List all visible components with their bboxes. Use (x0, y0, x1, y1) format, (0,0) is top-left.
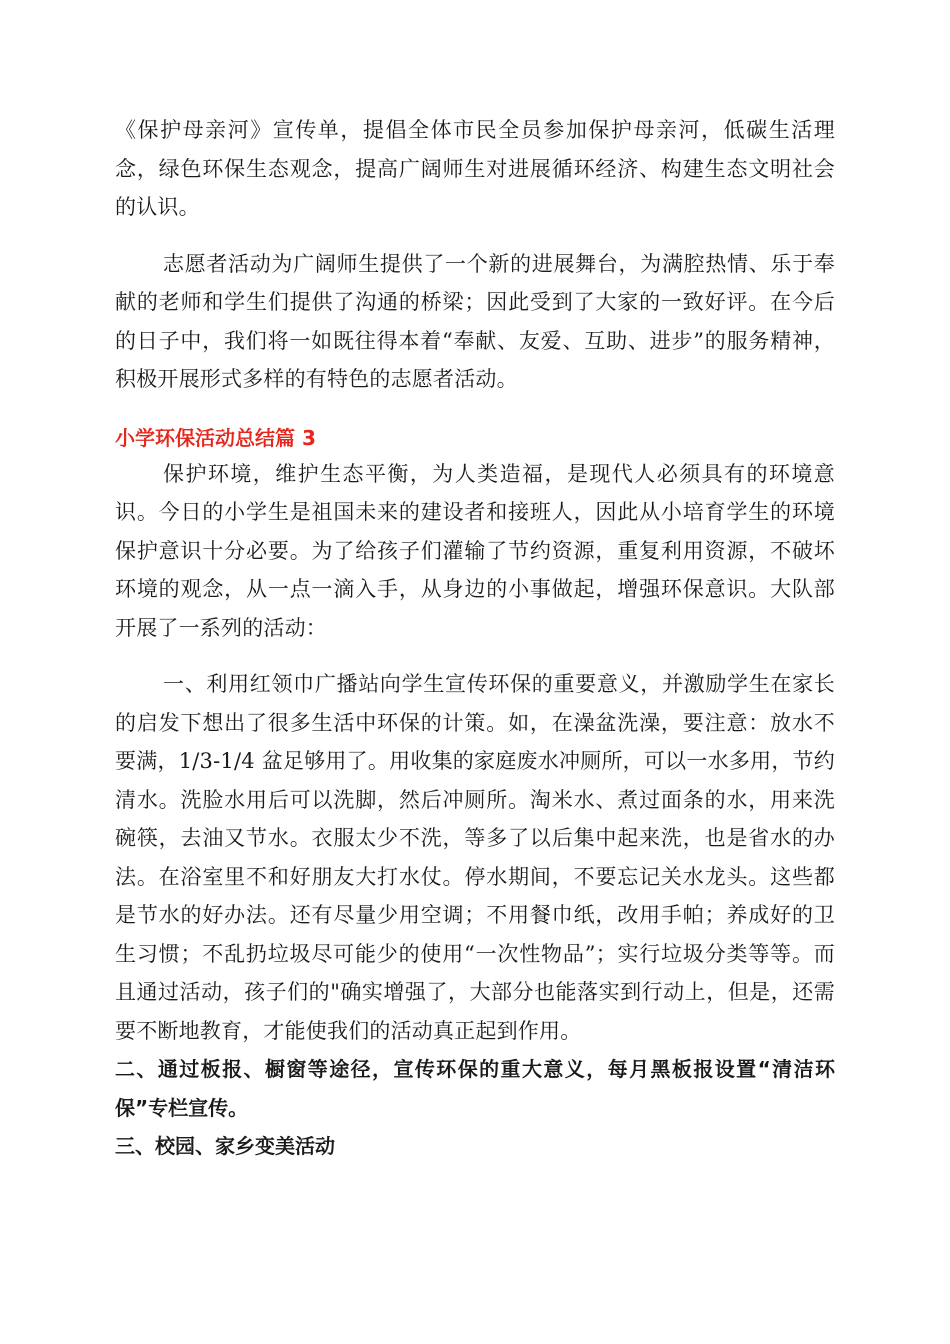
document-page (115, 111, 835, 1166)
paragraph-activity-one: 一、利用红领巾广播站向学生宣传环保的重要意义，并激励学生在家长的启发下想出了很多生活中环保的计策。如，在澡盆洗澡，要注意：放水不要满，1/3-1/4 盆足够用了。用收集的家庭废水冲厕所，可以一水多用，节约清水。洗脸水用后可以洗脚，然后冲厕所。淘米水、煮过面条的水，用来洗碗筷，去油又节水。衣服太少不洗，等多了以后集中起来洗，也是省水的办法。在浴室里不和好朋友大打水仗。停水期间，不要忘记关水龙头。这些都是节水的好办法。还有尽量少用空调；不用餐巾纸，改用手帕；养成好的卫生习惯；不乱扔垃圾尽可能少的使用“一次性物品”；实行垃圾分类等等。而且通过活动，孩子们的"确实增强了，大部分也能落实到行动上，但是，还需要不断地教育，才能使我们的活动真正起到作用。 (115, 672, 835, 1043)
heading-activity-three: 三、校园、家乡变美活动 (115, 1134, 335, 1158)
section-title: 小学环保活动总结篇 3 (115, 425, 316, 450)
paragraph-volunteer-activity: 志愿者活动为广阔师生提供了一个新的进展舞台，为满腔热情、乐于奉献的老师和学生们提供了沟通的桥梁；因此受到了大家的一致好评。在今后的日子中，我们将一如既往得本着“奉献、友爱、互助、进步”的服务精神，积极开展形式多样的有特色的志愿者活动。 (115, 251, 835, 391)
paragraph-environment-awareness: 保护环境，维护生态平衡，为人类造福，是现代人必须具有的环境意识。今日的小学生是祖国未来的建设者和接班人，因此从小培育学生的环境保护意识十分必要。为了给孩子们灌输了节约资源，重复利用资源，不破坏环境的观念，从一点一滴入手，从身边的小事做起，增强环保意识。大队部开展了一系列的活动： (115, 461, 835, 640)
paragraph-protect-mother-river: 《保护母亲河》宣传单，提倡全体市民全员参加保护母亲河，低碳生活理念，绿色环保生态观念，提高广阔师生对进展循环经济、构建生态文明社会的认识。 (115, 118, 835, 219)
heading-activity-two: 二、通过板报、橱窗等途径，宣传环保的重大意义，每月黑板报设置“清洁环保”专栏宣传。 (115, 1057, 835, 1120)
